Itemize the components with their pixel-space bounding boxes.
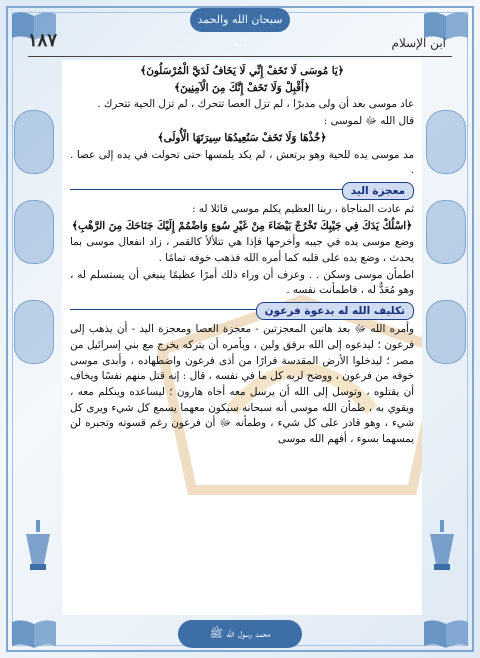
quran-verse: ﴿يَا مُوسَى لَا تَخَفْ إِنِّي لَا يَخَافُ لَدَيَّ الْمُرْسَلُونَ﴾: [140, 65, 344, 77]
paragraph: وضع موسى يده في جيبه وأخرجها فإذا هي تتلألأ كالقمر ، زاد انفعال موسى بما يحدث ، وضع يده على قلبه كما أمره الله فذهب خوفه تمامًا .: [70, 236, 414, 265]
page-number: ١٨٧: [28, 30, 58, 51]
medallion-icon: [426, 200, 466, 264]
medallion-icon: [426, 300, 466, 364]
header-rule: [28, 56, 452, 57]
paragraph: ثم عادت المناجاة ، ربنا العظيم يكلم موسى قائلا له :: [192, 202, 414, 215]
book-icon: [8, 616, 60, 650]
medallion-icon: [14, 300, 54, 364]
paragraph: وأمره الله ﷻ بعد هاتين المعجزتين - معجزة العصا ومعجزة اليد - أن يذهب إلى فرعون ؛ ليدعوه إلى الله برفق ولين ، ويأمره أن يتركه يخرج مع بني إسرائيل من مصر ؛ ليدخلوا الأرض المقدسة فرارًا من أذى فرعون واضطهاده ، وأبدى موسى خوفه من فرعون ، ووضح لربه كل ما في نفسه ، قال : إنه قتل منهم نفسًا ويخاف أن يقتلوه ، وتوسل إلى الله أن يرسل معه أخاه هارون ؛ ليساعده وينكلم معه ، ويقوي به ، طمأن الله موسى أنه سبحانه سيكون معهما يسمع كل شيء ويرى كل شيء ، وهو قادر على كل شيء ، وطمأنه ﷻ أن فرعون رغم قسوته وتجبره لن يمسهما بسوء ، أفهم الله موسى: [70, 323, 414, 446]
book-icon: [420, 616, 472, 650]
section-title: معجزة اليد: [342, 182, 414, 200]
paragraph: اطمأن موسى وسكن . . وعرف أن وراء ذلك أمرًا عظيمًا ينبغي أن يستسلم له ، وهو مُعَدٌّ له ، فاطمأنت نفسه .: [70, 268, 414, 297]
paragraph: عاد موسى بعد أن ولى مدبرًا ، لم تزل العصا تتحرك ، لم تزل الحية تتحرك .: [97, 98, 414, 111]
quran-verse: ﴿اسْلُكْ يَدَكَ فِي جَيْبِكَ تَخْرُجْ بَيْضَاءَ مِنْ غَيْرِ سُوءٍ وَاضْمُمْ إِلَيْكَ جَنَاحَكَ مِنَ الرَّهْبِ﴾: [71, 219, 413, 232]
paragraph: قال الله ﷻ لموسى :: [323, 115, 414, 128]
medallion-icon: [426, 110, 466, 174]
lamp-icon: [424, 520, 460, 576]
running-title: ابن الإسلام: [391, 36, 446, 50]
bottom-banner: محمد رسول الله ﷺ: [178, 620, 302, 648]
lamp-icon: [20, 520, 56, 576]
medallion-icon: [14, 200, 54, 264]
top-banner: سبحان الله والحمد لله: [190, 8, 290, 32]
section-heading: [70, 300, 414, 322]
quran-verse: ﴿أَقْبِلْ وَلَا تَخَفْ إِنَّكَ مِنَ الْآمِنِينَ﴾: [174, 81, 310, 94]
paragraph: مد موسى يده للحية وهو يرتعش ، لم يكد يلمسها حتى تحولت في يده إلى عصا . .: [70, 148, 414, 177]
section-title: تكليف الله له بدعوة فرعون: [256, 302, 414, 320]
medallion-icon: [14, 110, 54, 174]
page-content: [62, 60, 422, 615]
quran-verse: ﴿خُذْهَا وَلَا تَخَفْ سَنُعِيدُهَا سِيرَتَهَا الْأُولَى﴾: [157, 131, 327, 144]
section-heading: [70, 180, 414, 202]
